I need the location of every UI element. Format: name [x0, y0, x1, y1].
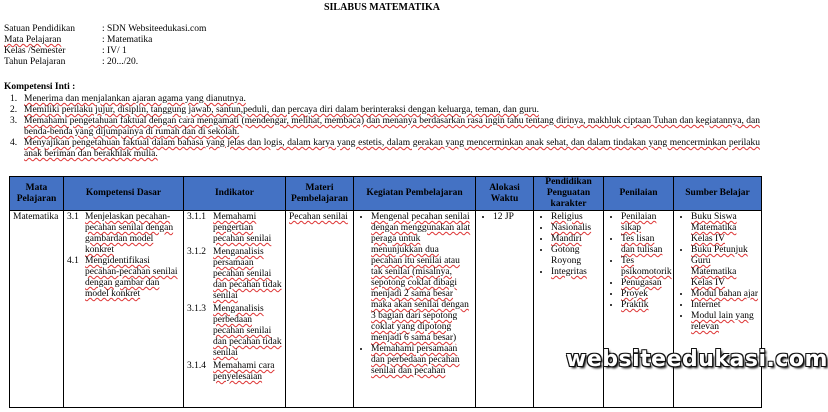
list-item: • Penilaian sikap	[621, 212, 670, 234]
materi-text: Pecahan senilai	[289, 212, 348, 222]
meta-value: : IV/ 1	[102, 46, 127, 56]
list-item: • Praktik	[621, 300, 670, 311]
ki-number: 4.	[10, 138, 18, 148]
syllabus-table	[9, 176, 762, 408]
indikator-number: 3.1.2	[187, 247, 206, 257]
header-kegiatan: Kegiatan Pembelajaran	[354, 177, 476, 211]
meta-key: Tahun Pelajaran	[4, 57, 66, 67]
list-item: • Tes psikomotorik	[621, 256, 670, 278]
cell-materi	[286, 211, 354, 408]
kd-item	[67, 256, 180, 300]
kd-number: 3.1	[67, 212, 79, 222]
header-karakter: Pendidikan Penguatan karakter	[534, 177, 604, 211]
list-item: • Nasionalis	[551, 223, 600, 234]
meta-block	[4, 24, 206, 68]
ki-item	[10, 138, 760, 160]
document-title: SILABUS MATEMATIKA	[323, 2, 441, 13]
kompetensi-inti-heading: Kompetensi Inti :	[4, 82, 76, 92]
ki-text: Memahami pengetahuan faktual dengan cara mengamati (mendengar, melihat, membaca) dan menanya berdasarkan rasa ingin tahu tentang dirinya, makhluk ciptaan Tuhan dan kegiatannya, dan benda-benda yang dijumpainya di rumah dan di sekolah.	[24, 116, 760, 137]
table-row	[10, 211, 762, 408]
header-alokasi: Alokasi Waktu	[476, 177, 534, 211]
header-materi: Materi Pembelajaran	[286, 177, 354, 211]
kd-number: 4.1	[67, 256, 79, 266]
ki-item	[10, 105, 760, 116]
cell-penilaian	[604, 211, 674, 408]
cell-kegiatan	[354, 211, 476, 408]
list-item: • Memahami persamaan dan perbedaan pecahan senilai dan pecahan	[371, 344, 472, 377]
kd-text: Mengidentifikasi pecahan-pecahan senilai dengan gambar dan model konkret	[85, 256, 178, 299]
meta-value: : 20.../20.	[102, 57, 139, 67]
meta-value: : Matematika	[102, 35, 153, 45]
ki-number: 3.	[10, 116, 18, 126]
list-item: • Tes lisan dan tulisan	[621, 234, 670, 256]
cell-alokasi	[476, 211, 534, 408]
header-penilaian: Penilaian	[604, 177, 674, 211]
indikator-item	[187, 304, 282, 359]
list-item: • Mandiri	[551, 234, 600, 245]
indikator-text: Memahami pengertian pecahan senilai	[213, 212, 272, 244]
ki-text: Menyajikan pengetahuan faktual dalam bahasa yang jelas dan logis, dalam karya yang estetis, dalam gerakan yang mencerminkan anak sehat, dan dalam tindakan yang mencerminkan perilaku anak beriman dan berakhlak mulia.	[24, 138, 760, 159]
cell-karakter	[534, 211, 604, 408]
cell-sumber	[674, 211, 762, 408]
list-item: • Internet	[691, 300, 758, 311]
list-item: • Modul lain yang relevan	[691, 311, 758, 333]
list-item: • Gotong Royong	[551, 245, 600, 267]
meta-key: Kelas /Semester	[4, 46, 66, 56]
kd-item	[67, 212, 180, 256]
cell-mapel: Matematika	[10, 211, 64, 408]
kegiatan-list	[357, 212, 472, 377]
cell-indikator	[184, 211, 286, 408]
ki-text: Menerima dan menjalankan ajaran agama yang dianutnya.	[24, 94, 246, 104]
header-indikator: Indikator	[184, 177, 286, 211]
list-item: • Buku Petunjuk Guru Matematika Kelas IV	[691, 245, 758, 289]
penilaian-list	[607, 212, 670, 311]
list-item: • Religius	[551, 212, 600, 223]
list-item: • Integritas	[551, 267, 600, 278]
meta-key: Satuan Pendidikan	[4, 24, 75, 34]
indikator-text: Menganalisis perbedaan pecahan senilai dan pecahan tidak senilai	[213, 304, 282, 358]
list-item: • Mengenal pecahan senilai dengan menggunakan alat peraga untuk menunjukkan dua pecahan itu senilai atau tak senilai (misalnya, sepotong coklat dibagi menjadi 2 sama besar maka akan senilai dengan 3 bagian dari sepotong coklat yang dipotong menjadi 6 sama besar)	[371, 212, 472, 344]
ki-text: Memiliki perilaku jujur, disiplin, tanggung jawab, santun,peduli, dan percaya diri dalam berinteraksi dengan keluarga, teman, dan guru.	[24, 105, 539, 115]
meta-row	[4, 57, 206, 68]
meta-value: : SDN Websiteedukasi.com	[102, 24, 207, 34]
table-header-row	[10, 177, 762, 211]
indikator-item	[187, 361, 282, 383]
kd-text: Menjelaskan pecahan-pecahan senilai dengan gambardan model konkret	[85, 212, 174, 255]
meta-row	[4, 35, 206, 46]
indikator-number: 3.1.4	[187, 361, 206, 371]
ki-number: 2.	[10, 105, 18, 115]
list-item: • Modul bahan ajar	[691, 289, 758, 300]
meta-row	[4, 24, 206, 35]
sumber-list	[677, 212, 758, 333]
alokasi-list	[479, 212, 530, 223]
indikator-item	[187, 247, 282, 302]
meta-key: Mata Pelajaran	[4, 35, 62, 45]
indikator-number: 3.1.1	[187, 212, 206, 222]
header-sumber: Sumber Belajar	[674, 177, 762, 211]
indikator-text: Menganalisis persamaan pecahan senilai dan pecahan tidak senilai	[213, 247, 282, 301]
indikator-item	[187, 212, 282, 245]
watermark: websiteedukasi.com	[566, 347, 828, 372]
meta-row	[4, 46, 206, 57]
list-item: • 12 JP	[493, 212, 530, 223]
ki-item	[10, 94, 760, 105]
header-kompetensi-dasar: Kompetensi Dasar	[64, 177, 184, 211]
list-item: • Buku Siswa Matematika Kelas IV	[691, 212, 758, 245]
header-mata-pelajaran: Mata Pelajaran	[10, 177, 64, 211]
list-item: • Penugasan	[621, 278, 670, 289]
indikator-number: 3.1.3	[187, 304, 206, 314]
ki-item	[10, 116, 760, 138]
karakter-list	[537, 212, 600, 278]
indikator-text: Memahami cara penyelesaian	[213, 361, 275, 382]
cell-kompetensi-dasar	[64, 211, 184, 408]
list-item: • Proyek	[621, 289, 670, 300]
kompetensi-inti-list	[10, 94, 760, 160]
ki-number: 1.	[10, 94, 18, 104]
